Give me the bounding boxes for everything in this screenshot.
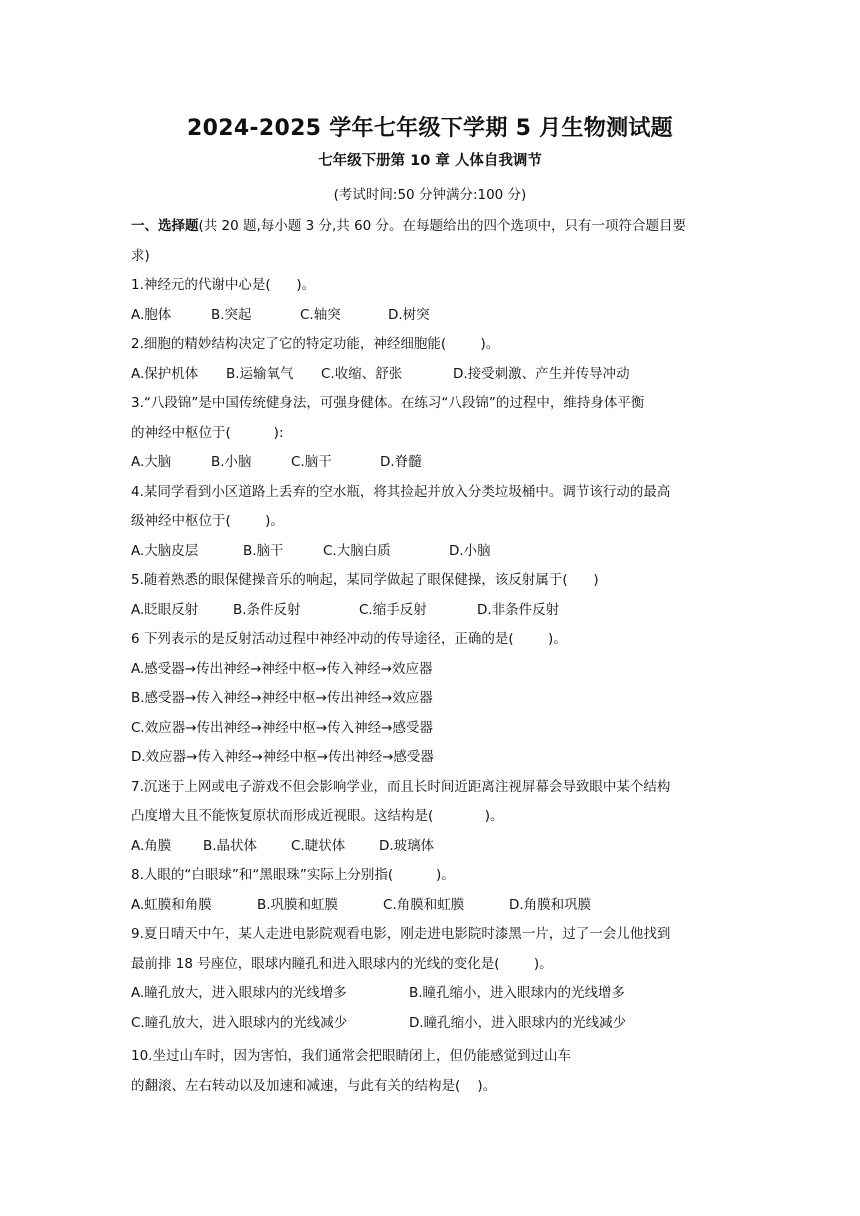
- page-subtitle: 七年级下册第 10 章 人体自我调节: [318, 153, 542, 169]
- question-stem: 10.坐过山车时，因为害怕，我们通常会把眼睛闭上，但仍能感觉到过山车: [131, 1048, 571, 1064]
- question-line: A.感受器→传出神经→神经中枢→传入神经→效应器: [131, 660, 433, 677]
- question-stem: 9.夏日晴天中午，某人走进电影院观看电影，刚走进电影院时漆黑一片，过了一会儿他找到: [131, 926, 671, 942]
- option: B.运输氧气: [226, 365, 294, 382]
- section-description-cont: 求): [131, 247, 150, 264]
- section-heading: [131, 212, 731, 242]
- option: A.角膜: [131, 837, 172, 854]
- option: D.接受刺激、产生并传导冲动: [453, 365, 630, 382]
- question-stem: 5.随着熟悉的眼保健操音乐的响起，某同学做起了眼保健操，该反射属于( ): [131, 572, 599, 588]
- option: D.瞳孔缩小，进入眼球内的光线减少: [409, 1014, 627, 1031]
- options-row: [131, 1009, 731, 1039]
- option: D.非条件反射: [477, 601, 560, 618]
- option: C.睫状体: [291, 837, 346, 854]
- option: A.瞳孔放大，进入眼球内的光线增多: [131, 985, 347, 1001]
- question-line: 最前排 18 号座位，眼球内瞳孔和进入眼球内的光线的变化是( )。: [131, 955, 553, 972]
- section-label: 一、选择题: [131, 218, 199, 234]
- question-stem: 1.神经元的代谢中心是( )。: [131, 277, 316, 293]
- option: A.大脑: [131, 454, 172, 470]
- question-line: 的翻滚、左右转动以及加速和减速，与此有关的结构是( )。: [131, 1077, 497, 1094]
- question-line: 凸度增大且不能恢复原状而形成近视眼。这结构是( )。: [131, 808, 504, 824]
- option: B.脑干: [243, 542, 284, 559]
- options-row: [131, 891, 731, 921]
- question-stem: 2.细胞的精妙结构决定了它的特定功能，神经细胞能( )。: [131, 336, 500, 352]
- option: C.瞳孔放大，进入眼球内的光线减少: [131, 1014, 348, 1031]
- question-stem: 7.沉迷于上网或电子游戏不但会影响学业，而且长时间近距离注视屏幕会导致眼中某个结构: [131, 778, 671, 795]
- options-row: [131, 596, 731, 626]
- option: A.保护机体: [131, 365, 199, 382]
- options-row: [131, 360, 731, 390]
- option: A.眨眼反射: [131, 601, 199, 618]
- option: B.巩膜和虹膜: [257, 896, 339, 913]
- option: B.条件反射: [233, 601, 301, 618]
- options-row: [131, 301, 731, 331]
- options-row: [131, 448, 731, 478]
- option: B.突起: [211, 306, 252, 323]
- exam-info: (考试时间:50 分钟满分:100 分): [333, 187, 527, 203]
- option: D.小脑: [449, 542, 491, 559]
- question-stem: 3.“八段锦”是中国传统健身法，可强身健体。在练习“八段锦”的过程中，维持身体平衡: [131, 395, 645, 411]
- option: C.脑干: [291, 454, 332, 470]
- option: C.轴突: [300, 306, 341, 323]
- question-line: D.效应器→传入神经→神经中枢→传出神经→感受器: [131, 749, 434, 765]
- page-title: 2024-2025 学年七年级下学期 5 月生物测试题: [187, 116, 673, 141]
- option: D.玻璃体: [379, 837, 435, 854]
- option: B.晶状体: [203, 837, 258, 854]
- question-stem: 6 下列表示的是反射活动过程中神经冲动的传导途径，正确的是( )。: [131, 631, 567, 647]
- question-line: 的神经中枢位于( ):: [131, 424, 284, 441]
- option: A.大脑皮层: [131, 542, 199, 559]
- question-body: [131, 212, 731, 1101]
- option: A.虹膜和角膜: [131, 896, 212, 913]
- option: D.角膜和巩膜: [509, 896, 592, 913]
- option: D.树突: [388, 306, 430, 323]
- option: C.缩手反射: [359, 601, 427, 618]
- question-line: 级神经中枢位于( )。: [131, 513, 284, 529]
- option: B.瞳孔缩小，进入眼球内的光线增多: [409, 985, 626, 1001]
- option: C.收缩、舒张: [321, 365, 403, 382]
- section-description: (共 20 题,每小题 3 分,共 60 分。在每题给出的四个选项中，只有一项符合题目要: [198, 218, 687, 234]
- question-line: C.效应器→传出神经→神经中枢→传入神经→感受器: [131, 719, 433, 736]
- option: D.脊髓: [380, 454, 422, 470]
- option: A.胞体: [131, 306, 172, 323]
- question-line: B.感受器→传入神经→神经中枢→传出神经→效应器: [131, 690, 433, 706]
- option: C.大脑白质: [323, 542, 391, 559]
- question-stem: 8.人眼的“白眼球”和“黑眼珠”实际上分别指( )。: [131, 867, 455, 883]
- option: C.角膜和虹膜: [383, 896, 465, 913]
- options-row: [131, 537, 731, 567]
- options-row: [131, 832, 731, 862]
- options-row: [131, 979, 731, 1009]
- question-stem: 4.某同学看到小区道路上丢弃的空水瓶，将其捡起并放入分类垃圾桶中。调节该行动的最高: [131, 483, 671, 500]
- option: B.小脑: [211, 454, 252, 470]
